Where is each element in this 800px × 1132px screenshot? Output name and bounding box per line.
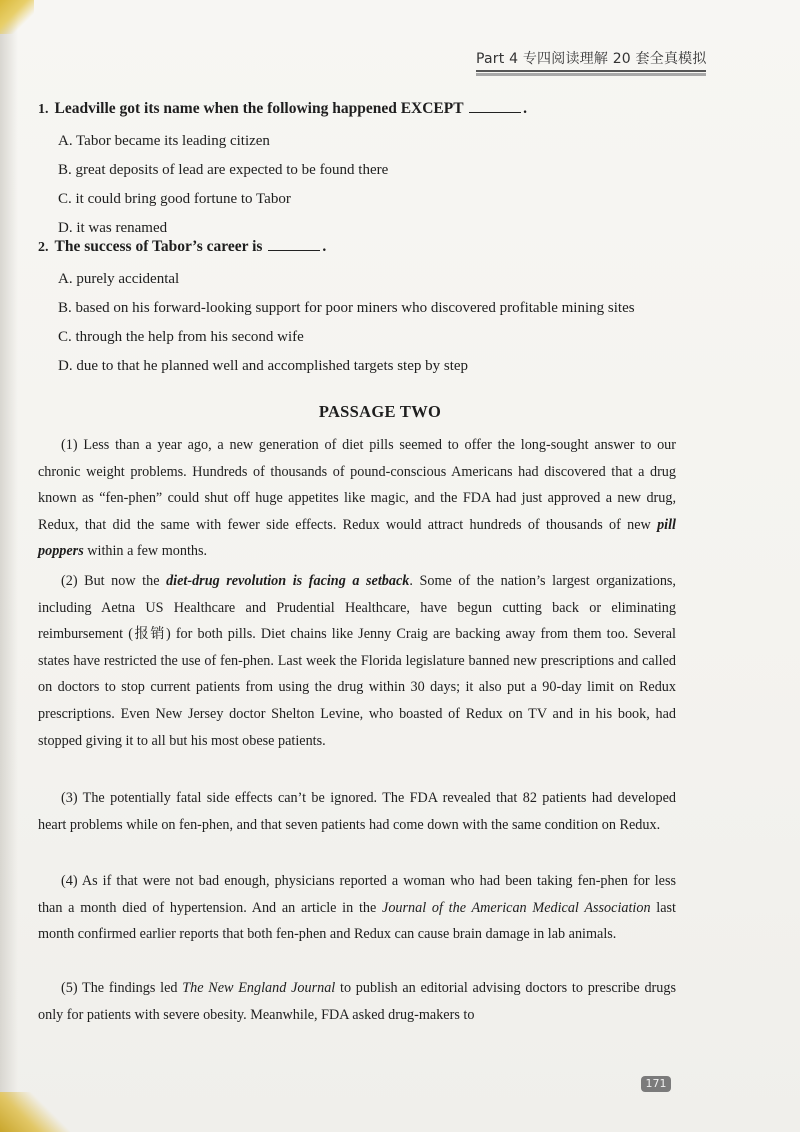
- answer-blank: [469, 98, 521, 113]
- option-a: A. purely accidental: [58, 271, 180, 287]
- question-number: 1.: [38, 102, 49, 117]
- paragraph-text: last month confirmed earlier reports that both fen-phen and Redux can cause brain damage in lab animals.: [38, 899, 677, 943]
- page-corner-bottom: [0, 1092, 70, 1132]
- running-header: [476, 48, 706, 74]
- page-number: 171: [641, 1076, 671, 1092]
- option-c: C. through the help from his second wife: [58, 329, 304, 345]
- passage-title: PASSAGE TWO: [318, 402, 442, 421]
- question-stem: [38, 236, 698, 259]
- answer-blank: [268, 236, 320, 251]
- option-c: C. it could bring good fortune to Tabor: [58, 191, 291, 207]
- emphasis-text: pill poppers: [38, 516, 676, 560]
- question-1: [38, 98, 698, 243]
- paragraph-text: . Some of the nation’s largest organizations, including Aetna US Healthcare and Prudential Healthcare, have begun cutting back or eliminating reimbursement (报销) for both pills. Diet chains like Jenny Craig are backing away from them too. Several states have restricted the use of fen-phen. Last week the Florida legislature banned new prescriptions and called on doctors to stop current patients from using the drug within 30 days; it also put a 90-day limit on Redux prescriptions. Even New Jersey doctor Shelton Levine, who boasted of Redux on TV and in his book, had stopped giving it to all but his most obese patients.: [38, 573, 676, 749]
- option-b: B. based on his forward-looking support for poor miners who discovered profitable mining sites: [58, 300, 635, 316]
- option-d: D. it was renamed: [58, 220, 168, 236]
- paragraph-5: [38, 975, 676, 1028]
- option-a: A. Tabor became its leading citizen: [58, 133, 270, 149]
- question-text: Leadville got its name when the following happened EXCEPT: [54, 100, 464, 117]
- paragraph-text: within a few months.: [83, 543, 208, 560]
- header-rule-shade: [476, 73, 706, 76]
- header-rule: [476, 70, 706, 72]
- question-stem: [38, 98, 698, 121]
- emphasis-text: diet-drug revolution is facing a setback: [166, 573, 410, 589]
- page-corner-top: [0, 0, 34, 34]
- paragraph-3: (3) The potentially fatal side effects can’t be ignored. The FDA revealed that 82 patients had developed heart problems while on fen-phen, and that seven patients had come down with the same condition on Redux.: [38, 790, 676, 833]
- question-number: 2.: [38, 240, 49, 255]
- question-text: The success of Tabor’s career is: [54, 238, 263, 255]
- paragraph-1: [38, 432, 676, 565]
- option-d: D. due to that he planned well and accomplished targets step by step: [58, 358, 469, 374]
- paragraph-text: (1) Less than a year ago, a new generation of diet pills seemed to offer the long-sought answer to our chronic weight problems. Hundreds of thousands of pound-conscious Americans had discovered that a drug known as “fen-phen” could shut off huge appetites like magic, and the FDA had just approved a new drug, Redux, that did the same with fewer side effects. Redux would attract hundreds of thousands of new: [38, 437, 676, 533]
- paragraph-4: [38, 868, 676, 948]
- paragraph-text: (4) As if that were not bad enough, physicians reported a woman who had been taking fen-phen for less than a month died of hypertension. And an article in the: [38, 873, 676, 916]
- journal-title: Journal of the American Medical Association: [382, 899, 651, 916]
- paragraph-text: to publish an editorial advising doctors to prescribe drugs only for patients with severe obesity. Meanwhile, FDA asked drug-makers to: [38, 980, 676, 1023]
- header-title: Part 4 专四阅读理解 20 套全真模拟: [476, 51, 707, 67]
- paragraph-2: [38, 568, 676, 754]
- journal-title: The New England Journal: [182, 980, 336, 996]
- paragraph-text: (2) But now the: [61, 573, 167, 589]
- option-b: B. great deposits of lead are expected to be found there: [58, 162, 389, 178]
- question-2: [38, 236, 698, 381]
- paragraph-text: (5) The findings led: [61, 980, 183, 996]
- question-end: .: [322, 238, 327, 255]
- page-binding-shadow: [0, 0, 18, 1132]
- question-end: .: [523, 100, 528, 117]
